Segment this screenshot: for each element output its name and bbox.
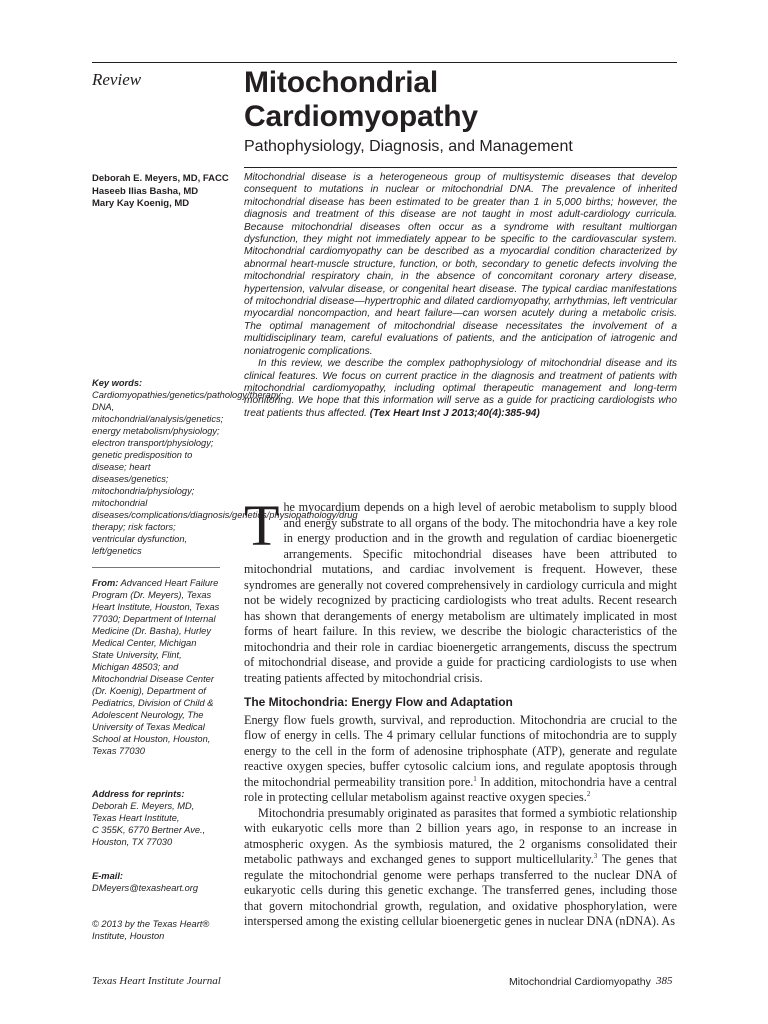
reprints-line: Deborah E. Meyers, MD,	[92, 801, 195, 811]
keywords-label: Key words:	[92, 378, 143, 388]
reference-marker[interactable]: 1	[473, 774, 477, 783]
abstract-paragraph-2-text: In this review, we describe the complex pathophysiology of mitochondrial disease and its clinical features. We focus on current practice in the diagnosis and treatment of patients with mitochondrial cardiomyopathy, including optimal therapeutic management and long-term monitoring. We hope that this information will serve as a guide for practicing cardiologists who treat patients thus affected.	[244, 358, 677, 419]
intro-text: he myocardium depends on a high level of aerobic metabolism to supply blood and energy substrate to all organs of the body. The mitochondria have a key role in energy production and in the growth and regulation of cardiac bioenergetic arrangements. Specific mitochondrial diseases have been attributed to mitochondrial mutations, and cardiac involvement is frequent. However, these syndromes are generally not covered comprehensively in cardiology curricula and might not be widely recognized by practicing cardiologists who treat adults. Recent research has shown that derangements of energy metabolism are ultimately implicated in most forms of heart failure. In this review, we describe the biologic characteristics of the mitochondria and their role in cardiac bioenergetic arrangements, discuss the spectrum of mitochondrial disease, and provide a guide for practicing cardiologists to use when treating patients affected by mitochondrial crisis.	[244, 500, 677, 685]
reprints-line: Houston, TX 77030	[92, 837, 173, 847]
section-label: Review	[92, 70, 142, 89]
reprints-label: Address for reprints:	[92, 789, 185, 799]
abstract-rule	[244, 167, 677, 168]
sidebar-divider	[92, 567, 220, 568]
body-text: Energy flow fuels growth, survival, and reproduction. Mitochondria are crucial to the flow of energy in cells. The 4 primary cellular functions of mitochondria are to supply energy to the cell in the form of adenosine triphosphate (ATP), generate and regulate reactive oxygen species, buffer cytosolic calcium ions, and regulate apoptosis through the mitochondrial permeability transition pore.	[244, 712, 677, 789]
body-paragraph	[244, 713, 677, 806]
affiliations-text: Advanced Heart Failure Program (Dr. Meyers), Texas Heart Institute, Houston, Texas 77030; Department of Internal Medicine (Dr. Basha), Hurley Medical Center, Michigan State University, Flint, Michigan 48503; and Mitochondrial Disease Center (Dr. Koenig), Department of Pediatrics, Division of Child & Adolescent Neurology, The University of Texas Medical School at Houston, Houston, Texas 77030	[92, 578, 220, 756]
author-name: Haseeb Ilias Basha, MD	[92, 185, 199, 197]
from-label: From:	[92, 578, 119, 588]
title-line-2: Cardiomyopathy	[244, 100, 478, 133]
article-subtitle: Pathophysiology, Diagnosis, and Management	[244, 138, 573, 155]
reference-marker[interactable]: 3	[593, 851, 598, 860]
keywords-text: Cardiomyopathies/genetics/pathology/therapy; DNA, mitochondrial/analysis/genetics; energy metabolism/physiology; electron transport/physiology; genetic predisposition to disease; heart diseases/genetics; mitochondria/physiology; mitochondrial diseases/complications/diagnosis/genetics/physiopathology/drug therapy; risk factors; ventricular dysfunction, left/genetics	[92, 390, 358, 556]
reference-marker[interactable]: 2	[586, 789, 591, 798]
reprints-line: C 355K, 6770 Bertner Ave.,	[92, 825, 206, 835]
footer-journal-name: Texas Heart Institute Journal	[92, 975, 221, 987]
article-title	[244, 66, 684, 134]
email-block	[92, 870, 220, 894]
citation: (Tex Heart Inst J 2013;40(4):385-94)	[369, 407, 540, 419]
page-number: 385	[656, 975, 673, 987]
article-body	[244, 493, 677, 930]
email-address[interactable]: DMeyers@texasheart.org	[92, 883, 199, 893]
body-paragraph	[244, 806, 677, 930]
section-heading: The Mitochondria: Energy Flow and Adaptation	[244, 695, 513, 709]
affiliations-block	[92, 577, 220, 757]
keywords-block	[92, 377, 358, 557]
author-name: Deborah E. Meyers, MD, FACC	[92, 173, 229, 184]
title-line-1: Mitochondrial	[244, 66, 439, 99]
footer-running-title: Mitochondrial Cardiomyopathy	[509, 976, 651, 988]
reprints-block	[92, 788, 220, 848]
body-text: Mitochondria presumably originated as parasites that formed a symbiotic relationship with eukaryotic cells more than 2 billion years ago, in response to an increase in atmospheric oxygen. As the symbiosis matured, the 2 organisms consolidated their metabolic pathways and exchanged genes to support multicellularity.	[244, 805, 677, 866]
body-text: The genes that regulate the mitochondrial genome were perhaps transferred to the nuclear DNA of eukaryotic cells during this genetic exchange. The transferred genes, including those that govern mitochondrial growth, regulation, and oxidative phosphorylation, were interspersed among the existing cellular bioenergetic genes in nuclear DNA (nDNA). As	[244, 852, 677, 928]
email-label: E-mail:	[92, 871, 123, 881]
abstract-paragraph-1: Mitochondrial disease is a heterogeneous group of multisystemic diseases that develop consequent to mutations in nuclear or mitochondrial DNA. The prevalence of inherited mitochondrial disease has been estimated to be greater than 1 in 5,000 births; however, the diagnosis and treatment of this disease are not taught in most adult-cardiology curricula. Because mitochondrial diseases often occur as a syndrome with resultant multiorgan dysfunction, they might not immediately appear to be specific to the cardiovascular system. Mitochondrial cardiomyopathy can be described as a myocardial condition characterized by abnormal heart-muscle structure, function, or both, secondary to genetic defects involving the mitochondrial respiratory chain, in the absence of concomitant coronary artery disease, hypertension, valvular disease, or congenital heart disease. The typical cardiac manifestations of mitochondrial disease—hypertrophic and dilated cardiomyopathy, arrhythmias, left ventricular myocardial noncompaction, and heart failure—can worsen acutely during a metabolic crisis. The optimal management of mitochondrial disease necessitates the involvement of a multidisciplinary team, careful evaluations of patients, and the anticipation of iatrogenic and noniatrogenic complications.	[244, 172, 677, 357]
author-list	[92, 173, 242, 211]
body-text: In addition, mitochondria have a central role in protecting cellular metabolism against reactive oxygen species.	[244, 774, 677, 804]
copyright: © 2013 by the Texas Heart® Institute, Houston	[92, 919, 210, 941]
header-rule	[92, 62, 677, 63]
abstract-paragraph-2	[244, 358, 677, 420]
reprints-line: Texas Heart Institute,	[92, 813, 180, 823]
drop-cap: T	[244, 493, 280, 558]
author-name: Mary Kay Koenig, MD	[92, 198, 190, 209]
intro-paragraph	[244, 493, 677, 686]
abstract	[244, 172, 677, 420]
